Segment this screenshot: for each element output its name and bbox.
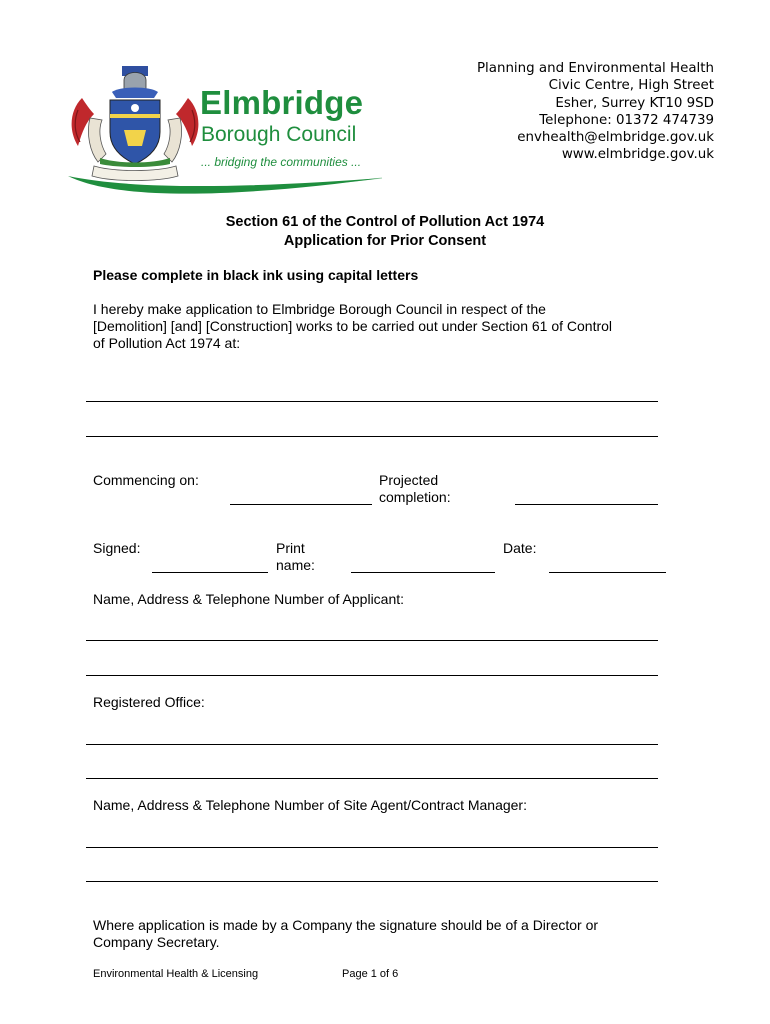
council-name: Elmbridge [200, 84, 364, 121]
company-note: Where application is made by a Company the signature should be of a Director or [93, 917, 599, 933]
commencing-label: Commencing on: [93, 472, 199, 488]
address-line: Planning and Environmental Health [476, 61, 714, 76]
coat-of-arms-icon [72, 66, 199, 181]
page-number: Page 1 of 6 [342, 968, 399, 980]
print-name-label: Print [276, 540, 305, 556]
registered-office-label: Registered Office: [93, 694, 205, 710]
registered-office-field[interactable] [86, 778, 658, 779]
registered-office-field[interactable] [86, 744, 658, 745]
address-block [477, 60, 714, 164]
date-label: Date: [503, 540, 537, 556]
intro-line: of Pollution Act 1974 at: [93, 335, 241, 351]
address-line: Esher, Surrey KT10 9SD [555, 95, 714, 111]
signed-label: Signed: [93, 540, 141, 556]
email-link[interactable]: envhealth@elmbridge.gov.uk [517, 130, 714, 146]
applicant-label: Name, Address & Telephone Number of Applicant: [93, 591, 405, 607]
completion-date-field[interactable] [515, 504, 658, 505]
print-name-label: name: [276, 557, 315, 573]
footer-department: Environmental Health & Licensing [93, 968, 259, 980]
council-tagline: ... bridging the communities ... [201, 155, 362, 169]
site-agent-field[interactable] [86, 881, 658, 882]
site-address-field[interactable] [86, 436, 658, 437]
projected-label: completion: [379, 489, 451, 505]
applicant-field[interactable] [86, 675, 658, 676]
form-title: Section 61 of the Control of Pollution Act 1974 [225, 214, 545, 230]
site-agent-field[interactable] [86, 847, 658, 848]
council-subtitle: Borough Council [201, 123, 357, 146]
instruction-text: Please complete in black ink using capital letters [93, 267, 419, 283]
site-agent-label: Name, Address & Telephone Number of Site Agent/Contract Manager: [93, 797, 527, 813]
signature-field[interactable] [152, 572, 268, 573]
address-line: Civic Centre, High Street [548, 78, 714, 94]
website-link[interactable]: www.elmbridge.gov.uk [561, 147, 714, 163]
date-field[interactable] [549, 572, 666, 573]
intro-line: I hereby make application to Elmbridge Borough Council in respect of the [93, 301, 546, 317]
telephone: Telephone: 01372 474739 [539, 112, 714, 128]
commencing-date-field[interactable] [230, 504, 372, 505]
projected-label: Projected [379, 472, 439, 488]
site-address-field[interactable] [86, 401, 658, 402]
form-subtitle: Application for Prior Consent [283, 233, 487, 249]
intro-line: [Demolition] [and] [Construction] works to be carried out under Section 61 of Control [93, 318, 613, 334]
applicant-field[interactable] [86, 640, 658, 641]
print-name-field[interactable] [351, 572, 495, 573]
company-note: Company Secretary. [93, 934, 220, 950]
